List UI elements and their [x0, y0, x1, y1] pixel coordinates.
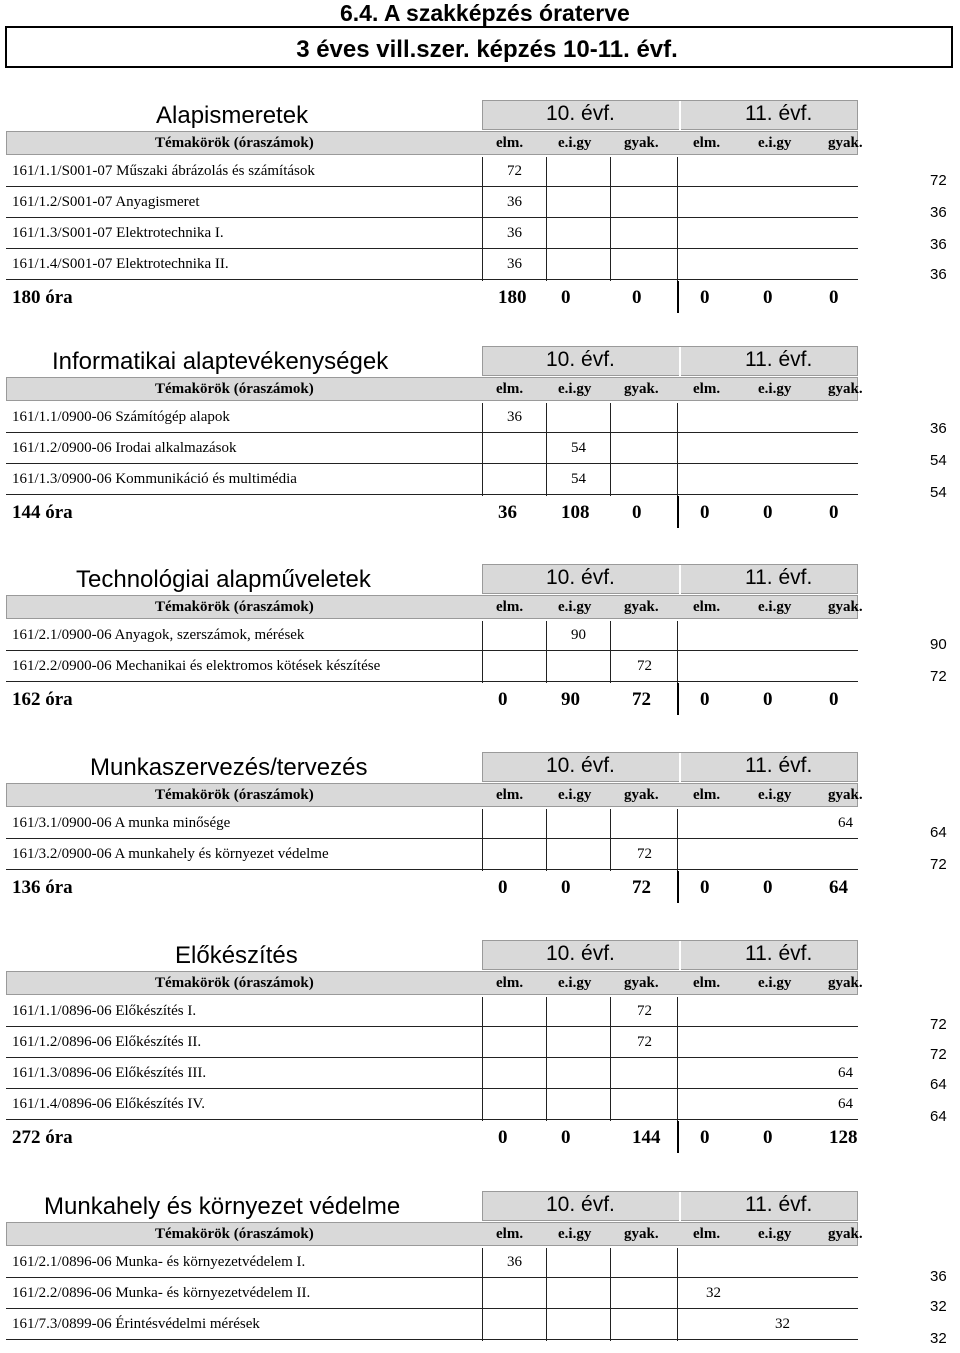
hours-value: 54	[571, 440, 586, 456]
table-row	[6, 157, 858, 187]
column-divider	[482, 621, 483, 683]
total-label: 180 óra	[12, 287, 73, 308]
year-header	[482, 1191, 858, 1221]
total-value: 0	[561, 1127, 571, 1148]
column-label: elm.	[693, 599, 721, 615]
topic-label: 161/1.3/0900-06 Kommunikáció és multimédia	[12, 471, 297, 487]
column-label: elm.	[693, 787, 721, 803]
column-label: elm.	[496, 381, 524, 397]
column-label: elm.	[496, 135, 524, 151]
year-11-label: 11. évf.	[745, 754, 813, 777]
total-value: 36	[498, 502, 517, 523]
column-divider	[546, 1248, 547, 1341]
column-label: gyak.	[624, 381, 659, 397]
total-value: 0	[763, 689, 773, 710]
row-total: 64	[930, 1076, 947, 1093]
total-value: 0	[498, 1127, 508, 1148]
hours-value: 64	[838, 815, 853, 831]
curriculum-block	[0, 940, 960, 1190]
topic-label: 161/1.4/0896-06 Előkészítés IV.	[12, 1096, 206, 1112]
column-divider	[677, 621, 678, 683]
table-row	[6, 621, 858, 651]
total-value: 0	[498, 877, 508, 898]
year-divider	[679, 565, 681, 595]
column-divider	[546, 403, 547, 496]
column-label: e.i.gy	[558, 381, 592, 397]
year-header	[482, 564, 858, 594]
column-label: e.i.gy	[758, 975, 792, 991]
column-label: e.i.gy	[558, 1226, 592, 1242]
column-divider	[677, 997, 678, 1121]
row-total: 72	[930, 1016, 947, 1033]
column-label: gyak.	[828, 787, 863, 803]
column-divider	[546, 621, 547, 683]
column-label: gyak.	[828, 1226, 863, 1242]
year-11-label: 11. évf.	[745, 102, 813, 125]
year-11-label: 11. évf.	[745, 942, 813, 965]
year-header	[482, 940, 858, 970]
total-value: 0	[763, 877, 773, 898]
total-value: 0	[498, 689, 508, 710]
row-total: 72	[930, 856, 947, 873]
column-divider	[546, 157, 547, 281]
row-total: 36	[930, 420, 947, 437]
block-title: Előkészítés	[175, 942, 298, 969]
table-row	[6, 1248, 858, 1278]
total-row	[6, 685, 858, 715]
column-label: elm.	[496, 1226, 524, 1242]
row-total: 32	[930, 1298, 947, 1315]
year-header	[482, 346, 858, 376]
hours-value: 90	[571, 627, 586, 643]
row-total: 54	[930, 484, 947, 501]
total-value: 180	[498, 287, 527, 308]
column-header	[6, 1222, 863, 1246]
table-row	[6, 809, 858, 839]
table-row	[6, 1279, 858, 1309]
curriculum-block	[0, 1191, 960, 1353]
hours-value: 36	[507, 225, 522, 241]
year-11-label: 11. évf.	[745, 348, 813, 371]
topic-label: 161/2.1/0900-06 Anyagok, szerszámok, mérések	[12, 627, 305, 643]
table-row	[6, 219, 858, 249]
total-value: 0	[829, 689, 839, 710]
column-label: e.i.gy	[758, 135, 792, 151]
column-divider	[610, 997, 611, 1121]
year-divider	[679, 941, 681, 971]
year-header	[482, 100, 858, 130]
hours-value: 36	[507, 256, 522, 272]
column-label: elm.	[693, 975, 721, 991]
total-value: 90	[561, 689, 580, 710]
hours-value: 54	[571, 471, 586, 487]
topics-header: Témakörök (óraszámok)	[155, 975, 314, 991]
column-header	[6, 783, 863, 807]
curriculum-block	[0, 346, 960, 596]
column-divider	[610, 621, 611, 683]
table-row	[6, 403, 858, 433]
year-divider	[679, 753, 681, 783]
column-label: e.i.gy	[758, 1226, 792, 1242]
column-label: gyak.	[624, 1226, 659, 1242]
total-value: 0	[763, 1127, 773, 1148]
column-divider	[546, 997, 547, 1121]
topic-label: 161/1.2/0896-06 Előkészítés II.	[12, 1034, 202, 1050]
column-label: elm.	[693, 135, 721, 151]
year-divider	[679, 347, 681, 377]
total-value: 0	[561, 877, 571, 898]
year-separator	[677, 1121, 679, 1153]
column-label: gyak.	[828, 381, 863, 397]
column-label: elm.	[693, 381, 721, 397]
year-separator	[677, 281, 679, 313]
table-row	[6, 1059, 858, 1089]
hours-value: 64	[838, 1096, 853, 1112]
total-label: 144 óra	[12, 502, 73, 523]
row-total: 36	[930, 236, 947, 253]
total-row	[6, 498, 858, 528]
section-heading: 6.4. A szakképzés óraterve	[340, 0, 630, 26]
column-label: gyak.	[828, 599, 863, 615]
column-label: elm.	[496, 787, 524, 803]
total-value: 72	[632, 877, 651, 898]
hours-value: 36	[507, 1254, 522, 1270]
total-row	[6, 873, 858, 903]
table-row	[6, 652, 858, 682]
column-label: elm.	[496, 975, 524, 991]
total-row	[6, 1123, 858, 1153]
row-total: 54	[930, 452, 947, 469]
column-divider	[677, 809, 678, 871]
hours-value: 64	[838, 1065, 853, 1081]
total-value: 0	[700, 689, 710, 710]
plan-title-box	[5, 26, 953, 68]
total-value: 0	[700, 502, 710, 523]
table-row	[6, 1310, 858, 1340]
topic-label: 161/1.1/S001-07 Műszaki ábrázolás és számítások	[12, 163, 315, 179]
table-row	[6, 250, 858, 280]
column-header	[6, 377, 863, 401]
year-10-label: 10. évf.	[546, 102, 615, 125]
column-divider	[482, 403, 483, 496]
table-row	[6, 465, 858, 495]
year-divider	[679, 101, 681, 131]
column-divider	[677, 403, 678, 496]
column-divider	[546, 809, 547, 871]
year-10-label: 10. évf.	[546, 754, 615, 777]
total-value: 0	[561, 287, 571, 308]
column-divider	[610, 1248, 611, 1341]
year-11-label: 11. évf.	[745, 566, 813, 589]
topic-label: 161/1.3/0896-06 Előkészítés III.	[12, 1065, 207, 1081]
hours-value: 72	[637, 1034, 652, 1050]
topics-header: Témakörök (óraszámok)	[155, 135, 314, 151]
total-label: 162 óra	[12, 689, 73, 710]
total-value: 72	[632, 689, 651, 710]
block-title: Informatikai alaptevékenységek	[52, 348, 389, 375]
hours-value: 72	[637, 846, 652, 862]
topics-header: Témakörök (óraszámok)	[155, 787, 314, 803]
topic-label: 161/1.1/0900-06 Számítógép alapok	[12, 409, 230, 425]
block-title: Technológiai alapműveletek	[76, 566, 371, 593]
year-10-label: 10. évf.	[546, 566, 615, 589]
row-total: 64	[930, 1108, 947, 1125]
row-total: 72	[930, 172, 947, 189]
curriculum-block	[0, 100, 960, 350]
table-row	[6, 997, 858, 1027]
column-label: elm.	[693, 1226, 721, 1242]
topics-header: Témakörök (óraszámok)	[155, 599, 314, 615]
table-row	[6, 188, 858, 218]
total-label: 272 óra	[12, 1127, 73, 1148]
year-separator	[677, 683, 679, 715]
column-divider	[610, 809, 611, 871]
total-value: 0	[632, 287, 642, 308]
topic-label: 161/1.3/S001-07 Elektrotechnika I.	[12, 225, 224, 241]
column-label: gyak.	[828, 975, 863, 991]
block-title: Munkahely és környezet védelme	[44, 1193, 401, 1220]
year-separator	[677, 871, 679, 903]
hours-value: 32	[775, 1316, 790, 1332]
hours-value: 72	[507, 163, 522, 179]
topic-label: 161/1.2/S001-07 Anyagismeret	[12, 194, 200, 210]
topics-header: Témakörök (óraszámok)	[155, 381, 314, 397]
block-title: Munkaszervezés/tervezés	[90, 754, 368, 781]
hours-value: 72	[637, 1003, 652, 1019]
column-label: e.i.gy	[758, 599, 792, 615]
topic-label: 161/3.2/0900-06 A munkahely és környezet védelme	[12, 846, 329, 862]
column-label: e.i.gy	[558, 135, 592, 151]
hours-value: 72	[637, 658, 652, 674]
row-total: 90	[930, 636, 947, 653]
column-label: gyak.	[624, 135, 659, 151]
row-total: 36	[930, 1268, 947, 1285]
total-value: 0	[763, 502, 773, 523]
table-row	[6, 1028, 858, 1058]
column-header	[6, 971, 863, 995]
row-total: 36	[930, 204, 947, 221]
column-label: elm.	[496, 599, 524, 615]
total-value: 0	[700, 287, 710, 308]
total-value: 128	[829, 1127, 858, 1148]
column-divider	[482, 997, 483, 1121]
year-header	[482, 752, 858, 782]
column-divider	[610, 157, 611, 281]
topic-label: 161/7.3/0899-06 Érintésvédelmi mérések	[12, 1316, 260, 1332]
topic-label: 161/1.1/0896-06 Előkészítés I.	[12, 1003, 197, 1019]
year-10-label: 10. évf.	[546, 348, 615, 371]
topic-label: 161/1.2/0900-06 Irodai alkalmazások	[12, 440, 237, 456]
total-value: 0	[700, 877, 710, 898]
column-label: e.i.gy	[558, 975, 592, 991]
block-title: Alapismeretek	[156, 102, 309, 129]
row-total: 32	[930, 1330, 947, 1347]
table-row	[6, 1090, 858, 1120]
year-10-label: 10. évf.	[546, 942, 615, 965]
row-total: 64	[930, 824, 947, 841]
total-value: 0	[829, 287, 839, 308]
column-label: gyak.	[624, 975, 659, 991]
column-divider	[677, 157, 678, 281]
topics-header: Témakörök (óraszámok)	[155, 1226, 314, 1242]
column-label: e.i.gy	[758, 381, 792, 397]
column-divider	[482, 157, 483, 281]
year-divider	[679, 1192, 681, 1222]
column-header	[6, 595, 863, 619]
hours-value: 32	[706, 1285, 721, 1301]
topic-label: 161/1.4/S001-07 Elektrotechnika II.	[12, 256, 229, 272]
table-row	[6, 434, 858, 464]
total-value: 0	[632, 502, 642, 523]
year-separator	[677, 496, 679, 528]
topic-label: 161/3.1/0900-06 A munka minősége	[12, 815, 231, 831]
total-row	[6, 283, 858, 313]
column-label: gyak.	[828, 135, 863, 151]
column-divider	[610, 403, 611, 496]
total-value: 0	[700, 1127, 710, 1148]
column-label: gyak.	[624, 787, 659, 803]
column-header	[6, 131, 863, 155]
total-value: 144	[632, 1127, 661, 1148]
year-10-label: 10. évf.	[546, 1193, 615, 1216]
column-label: gyak.	[624, 599, 659, 615]
total-value: 108	[561, 502, 590, 523]
topic-label: 161/2.2/0896-06 Munka- és környezetvédelem II.	[12, 1285, 311, 1301]
column-label: e.i.gy	[558, 599, 592, 615]
topic-label: 161/2.1/0896-06 Munka- és környezetvédelem I.	[12, 1254, 306, 1270]
column-label: e.i.gy	[758, 787, 792, 803]
row-total: 36	[930, 266, 947, 283]
column-divider	[677, 1248, 678, 1341]
total-value: 64	[829, 877, 848, 898]
hours-value: 36	[507, 409, 522, 425]
table-row	[6, 840, 858, 870]
total-label: 136 óra	[12, 877, 73, 898]
column-divider	[482, 1248, 483, 1341]
row-total: 72	[930, 1046, 947, 1063]
topic-label: 161/2.2/0900-06 Mechanikai és elektromos kötések készítése	[12, 658, 381, 674]
column-divider	[482, 809, 483, 871]
plan-title: 3 éves vill.szer. képzés 10-11. évf.	[296, 36, 678, 63]
year-11-label: 11. évf.	[745, 1193, 813, 1216]
total-value: 0	[829, 502, 839, 523]
row-total: 72	[930, 668, 947, 685]
hours-value: 36	[507, 194, 522, 210]
column-label: e.i.gy	[558, 787, 592, 803]
total-value: 0	[763, 287, 773, 308]
